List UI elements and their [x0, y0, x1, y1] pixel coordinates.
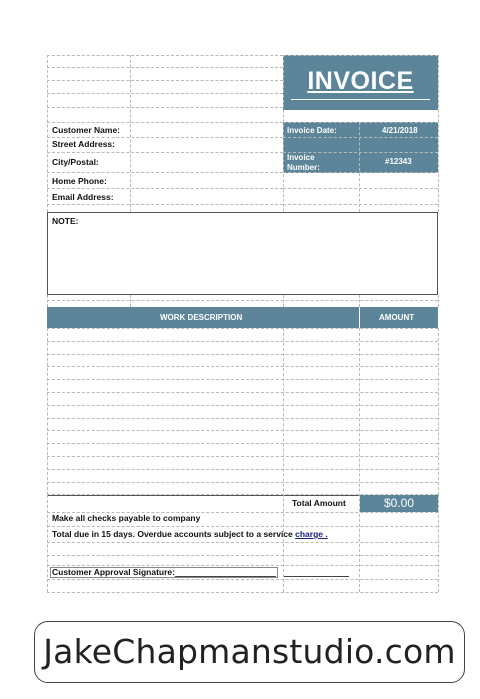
- email-address-label: Email Address:: [52, 192, 114, 202]
- signature-date-line[interactable]: [283, 576, 349, 577]
- grid-col-line: [438, 55, 439, 212]
- grid-row-line: [47, 542, 438, 543]
- signature-label: Customer Approval Signature:: [52, 567, 175, 577]
- grid-row-line: [47, 204, 283, 205]
- grid-row-line: [47, 494, 438, 495]
- grid-row-line: [283, 122, 438, 123]
- grid-row-line: [283, 137, 438, 138]
- work-description-header: WORK DESCRIPTION: [160, 313, 243, 322]
- grid-row-line: [47, 469, 438, 470]
- signature-line[interactable]: [175, 576, 276, 577]
- grid-row-line: [47, 152, 283, 153]
- grid-col-line: [438, 495, 439, 592]
- grid-row-line: [47, 565, 438, 566]
- total-amount-label: Total Amount: [292, 498, 346, 508]
- grid-col-line: [283, 328, 284, 592]
- grid-col-line: [130, 55, 131, 212]
- grid-row-line: [47, 80, 283, 81]
- grid-row-line: [47, 366, 438, 367]
- grid-row-line: [47, 526, 438, 527]
- grid-row-line: [47, 482, 438, 483]
- grid-col-line: [47, 495, 48, 592]
- grid-row-line: [47, 93, 283, 94]
- grid-row-line: [47, 300, 438, 301]
- grid-row-line: [283, 152, 438, 153]
- grid-row-line: [283, 204, 438, 205]
- grid-row-line: [47, 456, 438, 457]
- total-amount-value: $0.00: [360, 495, 438, 512]
- home-phone-label: Home Phone:: [52, 176, 107, 186]
- grid-row-line: [47, 379, 438, 380]
- payment-terms-prefix: Total due in 15 days. Overdue accounts subject to a service: [52, 529, 296, 539]
- service-charge-link[interactable]: charge .: [295, 529, 328, 539]
- grid-row-line: [283, 188, 438, 189]
- street-address-label: Street Address:: [52, 139, 115, 149]
- note-box[interactable]: [47, 212, 438, 295]
- grid-row-line: [283, 55, 438, 56]
- grid-row-line: [47, 405, 438, 406]
- title-underline-rule: [291, 99, 430, 100]
- invoice-title: INVOICE: [307, 67, 414, 95]
- amount-header: AMOUNT: [379, 313, 415, 322]
- header-divider: [359, 307, 360, 328]
- invoice-sheet: [47, 55, 438, 592]
- grid-row-line: [47, 67, 283, 68]
- note-label: NOTE:: [52, 216, 79, 226]
- invoice-date-value[interactable]: 4/21/2018: [382, 126, 418, 135]
- checks-payable-text: Make all checks payable to company: [52, 513, 201, 523]
- grid-row-line: [47, 172, 283, 173]
- grid-row-line: [47, 354, 438, 355]
- grid-col-line: [359, 328, 360, 592]
- brand-text: JakeChapmanstudio.com: [43, 632, 456, 671]
- grid-col-line: [47, 55, 48, 212]
- brand-box: [34, 621, 465, 683]
- grid-col-line: [438, 328, 439, 495]
- grid-row-line: [47, 579, 438, 580]
- grid-row-line: [47, 592, 438, 593]
- grid-row-line: [47, 137, 283, 138]
- grid-row-line: [47, 555, 438, 556]
- grid-col-line: [359, 295, 360, 307]
- grid-row-line: [47, 107, 283, 108]
- grid-col-line: [283, 295, 284, 307]
- grid-col-line: [47, 295, 48, 307]
- grid-row-line: [47, 418, 438, 419]
- grid-col-line: [438, 295, 439, 307]
- grid-col-line: [359, 122, 360, 212]
- grid-row-line: [47, 55, 283, 56]
- grid-row-line: [283, 172, 438, 173]
- customer-name-label: Customer Name:: [52, 125, 121, 135]
- grid-row-line: [47, 443, 438, 444]
- city-postal-label: City/Postal:: [52, 157, 99, 167]
- grid-row-line: [47, 122, 283, 123]
- payment-terms-text: [52, 529, 328, 539]
- invoice-number-value[interactable]: #12343: [385, 157, 412, 166]
- grid-row-line: [47, 328, 438, 329]
- grid-row-line: [47, 341, 438, 342]
- grid-col-line: [283, 55, 284, 212]
- grid-col-line: [130, 295, 131, 307]
- grid-row-line: [47, 188, 283, 189]
- grid-row-line: [47, 512, 438, 513]
- invoice-number-label-1: Invoice: [287, 153, 315, 162]
- invoice-date-label: Invoice Date:: [287, 126, 337, 135]
- grid-row-line: [47, 392, 438, 393]
- invoice-number-label-2: Number:: [287, 163, 320, 172]
- grid-row-line: [47, 430, 438, 431]
- grid-col-line: [47, 328, 48, 495]
